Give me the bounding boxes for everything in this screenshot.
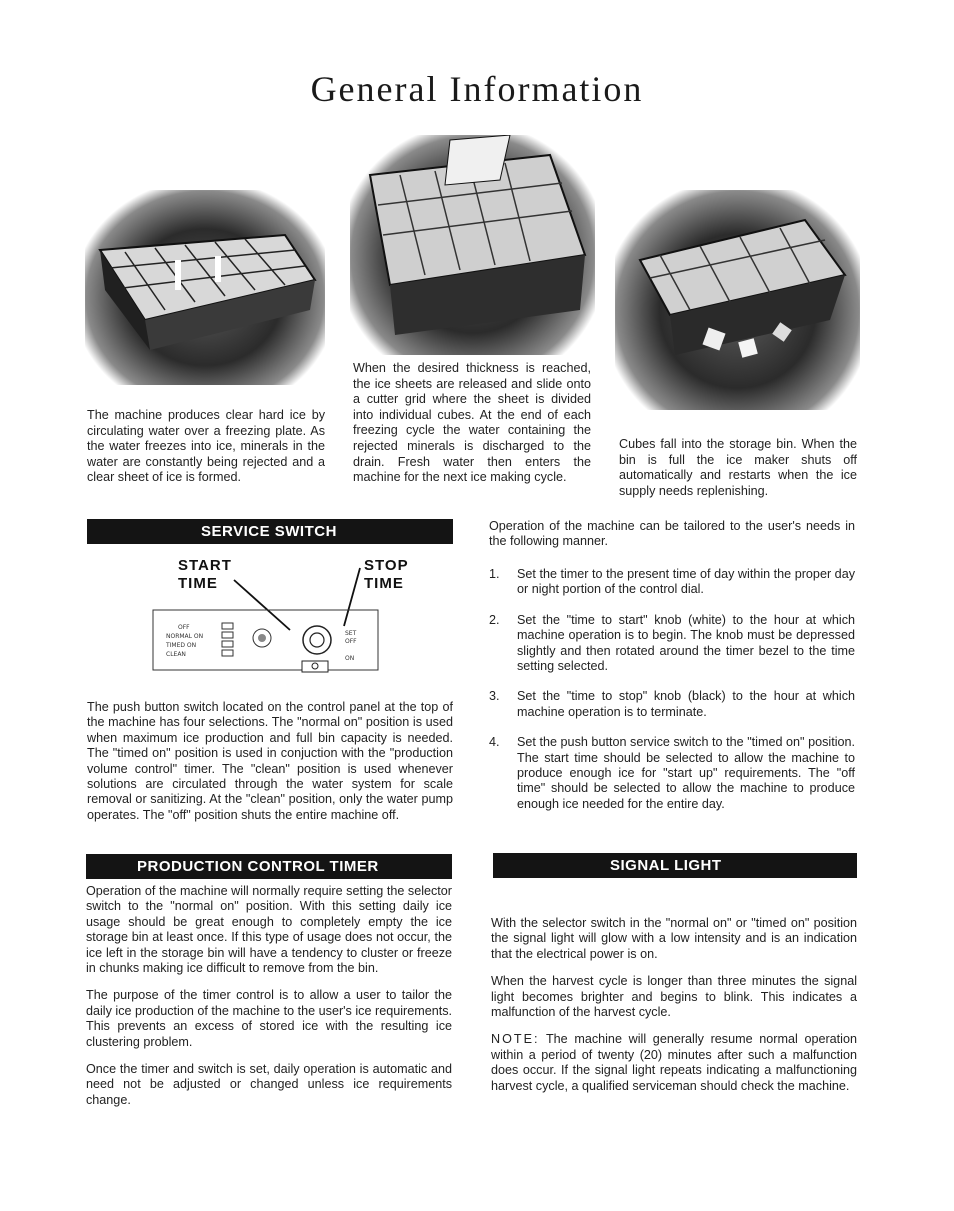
step-text: Set the "time to start" knob (white) to the hour at which machine operation is to begin. The knob must be depressed slightly and then rotated around the timer bezel to the time setting selected. bbox=[517, 612, 855, 674]
operation-intro bbox=[489, 519, 855, 562]
note-text: The machine will generally resume normal operation within a period of twenty (20) minutes after such a malfunction does occur. If the signal light repeats indicating a malfunctioning harvest cycle, a qualified serviceman should check the machine. bbox=[491, 1032, 857, 1093]
operation-step bbox=[489, 613, 855, 675]
freezing-plate-illustration bbox=[85, 190, 325, 385]
production-timer-heading-text: PRODUCTION CONTROL TIMER bbox=[137, 858, 379, 875]
step-text: Set the push button service switch to the "timed on" position. The start time should be selected to allow the machine to produce enough ice for "start up" requirements. The "off time" should be selected to allow the machine to produce enough ice needed for the entire day. bbox=[517, 735, 855, 811]
production-timer-paragraph: Operation of the machine will normally require setting the selector switch to the "normal on" position. With this setting daily ice usage should be great enough to completely empty the ice storage bin at least once. If this type of usage does not occur, the ice left in the storage bin will have a tendency to cluster or freeze in chunks making ice difficult to remove from the bin. bbox=[86, 884, 452, 976]
storage-bin-illustration bbox=[615, 190, 860, 410]
service-switch-heading bbox=[87, 519, 453, 544]
freezing-plate-photo bbox=[85, 190, 325, 385]
control-panel-diagram bbox=[152, 605, 379, 677]
start-label-line-1: START bbox=[178, 557, 232, 574]
timer-dial-icon[interactable] bbox=[303, 626, 331, 654]
off-push-button[interactable] bbox=[222, 623, 233, 629]
panel-label-timed-on: TIMED ON bbox=[166, 642, 197, 649]
normal-on-push-button[interactable] bbox=[222, 632, 233, 638]
ice-sheet-release-photo bbox=[350, 135, 595, 355]
caption-release bbox=[353, 361, 591, 486]
start-label-line-2: TIME bbox=[178, 575, 218, 592]
signal-light-body bbox=[491, 916, 857, 1106]
panel-label-clean: CLEAN bbox=[166, 651, 186, 658]
step-text: Set the "time to stop" knob (black) to the hour at which machine operation is to terminate. bbox=[517, 689, 855, 719]
caption-release-text: When the desired thickness is reached, the ice sheets are released and slide onto a cutter grid where the sheet is divided into individual cubes. At the end of each freezing cycle the water containing the rejected minerals is discharged to the drain. Fresh water then enters the machine for the next ice making cycle. bbox=[353, 361, 591, 485]
clean-push-button[interactable] bbox=[222, 650, 233, 656]
service-switch-paragraph: The push button switch located on the control panel at the top of the machine has four selections. The "normal on" position is used when maximum ice production and full bin capacity is needed. The "timed on" position is used in conjuction with the "production volume control" timer. The "clean" position is used whenever solutions are circulated through the water system for scale removal or sanitizing. At the "clean" position, only the water pump operates. The "off" position shuts the entire machine off. bbox=[87, 700, 453, 822]
operation-step bbox=[489, 689, 855, 720]
operation-steps bbox=[489, 567, 855, 827]
step-text: Set the timer to the present time of day within the proper day or night portion of the control dial. bbox=[517, 567, 855, 597]
signal-light-heading-text: SIGNAL LIGHT bbox=[610, 857, 722, 874]
step-number: 3. bbox=[489, 689, 500, 704]
control-panel-svg bbox=[152, 605, 379, 677]
panel-label-normal-on: NORMAL ON bbox=[166, 633, 204, 640]
stop-label-line-1: STOP bbox=[364, 557, 409, 574]
step-number: 1. bbox=[489, 567, 500, 581]
production-timer-paragraph: The purpose of the timer control is to allow a user to tailor the daily ice production of the machine to the user's ice requirements. This prevents an excess of stored ice with the resulting ice clustering problem. bbox=[86, 988, 452, 1049]
note-label: NOTE: bbox=[491, 1032, 540, 1047]
panel-label-set: SET bbox=[345, 630, 357, 637]
operation-intro-text: Operation of the machine can be tailored to the user's needs in the following manner. bbox=[489, 519, 855, 549]
step-number: 2. bbox=[489, 612, 500, 627]
timed-on-push-button[interactable] bbox=[222, 641, 233, 647]
panel-label-off: OFF bbox=[178, 624, 190, 631]
operation-step bbox=[489, 567, 855, 598]
signal-light-note bbox=[491, 1032, 857, 1094]
stop-label-line-2: TIME bbox=[364, 575, 404, 592]
step-number: 4. bbox=[489, 735, 500, 750]
signal-light-paragraph: With the selector switch in the "normal on" or "timed on" position the signal light will glow with a low intensity and is an indication that the electrical power is on. bbox=[491, 916, 857, 961]
caption-freezing bbox=[87, 408, 325, 486]
service-switch-heading-text: SERVICE SWITCH bbox=[201, 523, 337, 540]
production-timer-heading bbox=[86, 854, 452, 879]
storage-bin-photo bbox=[615, 190, 860, 410]
operation-step bbox=[489, 735, 855, 812]
panel-label-on: ON bbox=[345, 655, 355, 662]
caption-freezing-text: The machine produces clear hard ice by circulating water over a freezing plate. As the water freezes into ice, minerals in the water are constantly being rejected and a clear sheet of ice is formed. bbox=[87, 408, 325, 485]
page-title: General Information bbox=[310, 69, 644, 109]
signal-light-heading bbox=[493, 853, 857, 878]
panel-label-knob-off: OFF bbox=[345, 638, 357, 645]
production-timer-body bbox=[86, 884, 452, 1120]
caption-storage-text: Cubes fall into the storage bin. When the bin is full the ice maker shuts off automatically and restarts when the ice supply needs replenishing. bbox=[619, 437, 857, 498]
service-switch-body bbox=[87, 700, 453, 835]
signal-light-paragraph: When the harvest cycle is longer than three minutes the signal light becomes brighter and begins to blink. This indicates a malfunction of the harvest cycle. bbox=[491, 974, 857, 1020]
caption-storage bbox=[619, 437, 857, 499]
ice-sheet-illustration bbox=[350, 135, 595, 355]
production-timer-paragraph: Once the timer and switch is set, daily operation is automatic and need not be adjusted or changed unless ice requirements change. bbox=[86, 1062, 452, 1107]
